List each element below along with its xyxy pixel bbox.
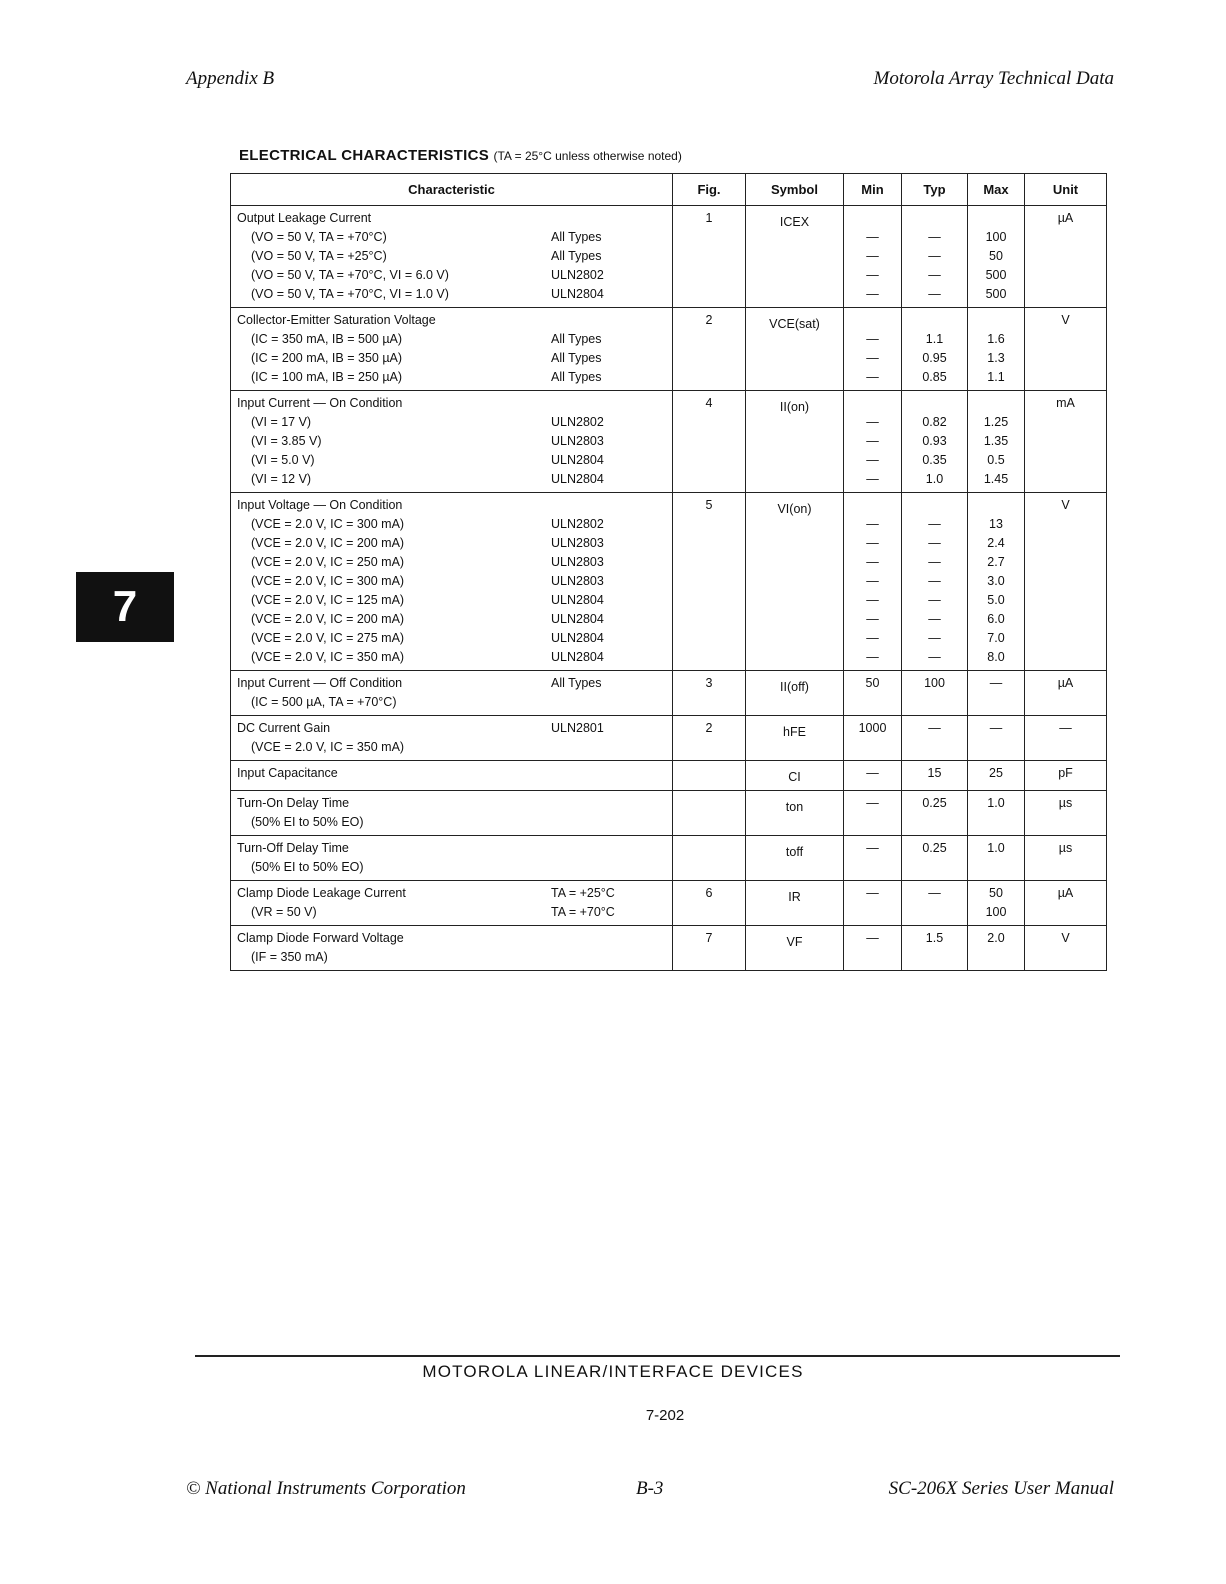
unit-cell: µs: [1025, 836, 1107, 881]
device-type: ULN2802: [551, 517, 604, 531]
characteristic-cell: [231, 671, 673, 716]
section-title-condition: (TA = 25°C unless otherwise noted): [493, 149, 682, 163]
min-cell: [844, 308, 902, 391]
footer-left: © National Instruments Corporation: [186, 1478, 466, 1499]
typ-value: 0.25: [922, 796, 947, 810]
typ-value: 0.35: [922, 453, 947, 467]
min-value: —: [866, 612, 879, 626]
characteristic-cell: [231, 391, 673, 493]
max-value: 2.0: [987, 931, 1005, 945]
min-value: —: [866, 230, 879, 244]
fig-cell: 6: [673, 881, 746, 926]
min-value: —: [866, 517, 879, 531]
max-cell: [968, 791, 1025, 836]
fig-cell: 3: [673, 671, 746, 716]
symbol-cell: II(on): [746, 391, 844, 493]
device-type: All Types: [551, 230, 602, 244]
condition-line: [237, 572, 666, 591]
condition-line: [237, 553, 666, 572]
unit-cell: —: [1025, 716, 1107, 761]
max-value: 1.1: [987, 370, 1005, 384]
max-value: 7.0: [987, 631, 1005, 645]
characteristic-title-line: [237, 719, 666, 738]
min-value: 50: [865, 676, 880, 690]
fig-cell: 1: [673, 206, 746, 308]
unit-cell: µs: [1025, 791, 1107, 836]
unit-cell: pF: [1025, 761, 1107, 791]
condition-line: [237, 470, 666, 489]
condition-text: (VI = 17 V): [251, 415, 312, 429]
max-value: 6.0: [987, 612, 1005, 626]
condition-line: [237, 413, 666, 432]
condition-line: [237, 432, 666, 451]
table-row: [231, 391, 1107, 493]
unit-cell: V: [1025, 493, 1107, 671]
fig-cell: 4: [673, 391, 746, 493]
typ-value: —: [928, 268, 941, 282]
max-cell: [968, 761, 1025, 791]
typ-cell: [902, 308, 968, 391]
characteristic-title-line: [237, 884, 666, 903]
table-row: [231, 791, 1107, 836]
min-value: —: [866, 931, 879, 945]
condition-text: (VI = 5.0 V): [251, 453, 315, 467]
characteristic-title: DC Current Gain: [237, 721, 331, 735]
condition-text: (VCE = 2.0 V, IC = 350 mA): [251, 650, 405, 664]
typ-value: —: [928, 631, 941, 645]
symbol-cell: VI(on): [746, 493, 844, 671]
col-header-fig: Fig.: [673, 174, 746, 206]
max-value: 2.7: [987, 555, 1005, 569]
typ-value: 0.25: [922, 841, 947, 855]
table-row: [231, 493, 1107, 671]
max-value: 1.3: [987, 351, 1005, 365]
max-value: 1.35: [983, 434, 1009, 448]
min-value: —: [866, 287, 879, 301]
unit-cell: µA: [1025, 671, 1107, 716]
condition-text: (IF = 350 mA): [251, 950, 328, 964]
characteristic-type: All Types: [551, 676, 602, 690]
max-value: 13: [989, 517, 1003, 531]
bottom-rule: [195, 1355, 1120, 1357]
condition-line: [237, 247, 666, 266]
max-value: 1.0: [987, 796, 1005, 810]
condition-line: [237, 693, 666, 712]
condition-line: [237, 813, 666, 832]
condition-line: [237, 629, 666, 648]
table-row: [231, 881, 1107, 926]
condition-text: (IC = 100 mA, IB = 250 µA): [251, 370, 403, 384]
min-cell: [844, 493, 902, 671]
min-value: 1000: [858, 721, 887, 735]
max-value: 50: [989, 249, 1003, 263]
condition-line: [237, 610, 666, 629]
unit-cell: V: [1025, 308, 1107, 391]
device-type: ULN2804: [551, 287, 604, 301]
table-row: [231, 308, 1107, 391]
min-value: —: [866, 766, 879, 780]
max-value: 1.25: [983, 415, 1009, 429]
max-value: 25: [989, 766, 1003, 780]
condition-line: [237, 903, 666, 922]
characteristic-cell: [231, 206, 673, 308]
col-header-symbol: Symbol: [746, 174, 844, 206]
condition-line: [237, 534, 666, 553]
typ-value: 15: [927, 766, 942, 780]
typ-value: 1.0: [925, 472, 944, 486]
symbol-cell: VF: [746, 926, 844, 971]
max-value: —: [989, 721, 1003, 735]
typ-value: —: [928, 886, 941, 900]
characteristic-title: Output Leakage Current: [237, 211, 372, 225]
characteristic-title-line: [237, 209, 666, 228]
min-cell: [844, 206, 902, 308]
characteristic-title: Clamp Diode Forward Voltage: [237, 931, 404, 945]
characteristic-title-line: [237, 496, 666, 515]
min-value: —: [866, 886, 879, 900]
condition-text: (VCE = 2.0 V, IC = 250 mA): [251, 555, 405, 569]
unit-cell: µA: [1025, 881, 1107, 926]
condition-line: [237, 368, 666, 387]
table-row: [231, 926, 1107, 971]
min-cell: [844, 391, 902, 493]
characteristic-title-line: [237, 794, 666, 813]
typ-value: 0.82: [922, 415, 947, 429]
fig-cell: [673, 761, 746, 791]
fig-cell: 7: [673, 926, 746, 971]
typ-cell: [902, 836, 968, 881]
typ-value: —: [928, 517, 941, 531]
fig-cell: 2: [673, 308, 746, 391]
max-value: 8.0: [987, 650, 1005, 664]
max-value: 500: [985, 268, 1007, 282]
condition-line: [237, 330, 666, 349]
condition-text: (VCE = 2.0 V, IC = 200 mA): [251, 612, 405, 626]
symbol-cell: ton: [746, 791, 844, 836]
col-header-min: Min: [844, 174, 902, 206]
min-value: —: [866, 536, 879, 550]
typ-cell: [902, 671, 968, 716]
condition-line: [237, 591, 666, 610]
max-value: 2.4: [987, 536, 1005, 550]
max-cell: [968, 716, 1025, 761]
typ-cell: [902, 881, 968, 926]
table-row: [231, 206, 1107, 308]
typ-value: —: [928, 536, 941, 550]
footer-center: B-3: [636, 1478, 664, 1499]
condition-line: [237, 738, 666, 757]
min-value: —: [866, 472, 879, 486]
min-value: —: [866, 841, 879, 855]
typ-value: —: [928, 650, 941, 664]
device-type: ULN2804: [551, 453, 604, 467]
condition-line: [237, 285, 666, 304]
device-type: ULN2803: [551, 536, 604, 550]
max-value: 1.0: [987, 841, 1005, 855]
fig-cell: [673, 836, 746, 881]
characteristic-cell: [231, 791, 673, 836]
characteristic-title-line: [237, 764, 666, 783]
min-value: —: [866, 650, 879, 664]
max-cell: [968, 206, 1025, 308]
condition-text: (VCE = 2.0 V, IC = 350 mA): [251, 740, 405, 754]
running-header-right: Motorola Array Technical Data: [873, 68, 1114, 89]
max-cell: [968, 493, 1025, 671]
condition-line: [237, 515, 666, 534]
min-value: —: [866, 434, 879, 448]
typ-cell: [902, 206, 968, 308]
condition-text: (VO = 50 V, TA = +25°C): [251, 249, 387, 263]
characteristic-title: Turn-On Delay Time: [237, 796, 350, 810]
max-value: 1.45: [983, 472, 1009, 486]
table-row: [231, 761, 1107, 791]
min-cell: [844, 881, 902, 926]
table-row: [231, 671, 1107, 716]
device-type: ULN2804: [551, 593, 604, 607]
condition-text: (VO = 50 V, TA = +70°C, VI = 6.0 V): [251, 268, 449, 282]
col-header-characteristic: Characteristic: [231, 174, 673, 206]
min-cell: [844, 836, 902, 881]
unit-cell: V: [1025, 926, 1107, 971]
min-value: —: [866, 370, 879, 384]
electrical-characteristics-table: [230, 173, 1107, 971]
condition-text: (VI = 12 V): [251, 472, 312, 486]
min-value: —: [866, 268, 879, 282]
typ-value: —: [928, 612, 941, 626]
max-value: 5.0: [987, 593, 1005, 607]
max-cell: [968, 881, 1025, 926]
symbol-cell: toff: [746, 836, 844, 881]
characteristic-title-line: [237, 839, 666, 858]
max-value: 100: [985, 905, 1007, 919]
characteristic-type: TA = +25°C: [551, 886, 615, 900]
min-value: —: [866, 593, 879, 607]
min-value: —: [866, 453, 879, 467]
col-header-max: Max: [968, 174, 1025, 206]
condition-line: [237, 948, 666, 967]
min-value: —: [866, 332, 879, 346]
characteristic-title-line: [237, 394, 666, 413]
min-value: —: [866, 631, 879, 645]
characteristic-title: Collector-Emitter Saturation Voltage: [237, 313, 436, 327]
condition-line: [237, 349, 666, 368]
typ-value: —: [928, 287, 941, 301]
condition-text: (50% EI to 50% EO): [251, 815, 364, 829]
characteristic-cell: [231, 836, 673, 881]
condition-text: (IC = 200 mA, IB = 350 µA): [251, 351, 403, 365]
max-cell: [968, 926, 1025, 971]
typ-cell: [902, 391, 968, 493]
condition-text: (VR = 50 V): [251, 905, 317, 919]
typ-cell: [902, 493, 968, 671]
condition-text: (IC = 350 mA, IB = 500 µA): [251, 332, 403, 346]
characteristic-cell: [231, 493, 673, 671]
typ-cell: [902, 761, 968, 791]
device-type: ULN2803: [551, 434, 604, 448]
max-value: 0.5: [987, 453, 1005, 467]
characteristic-cell: [231, 308, 673, 391]
condition-text: (VCE = 2.0 V, IC = 125 mA): [251, 593, 405, 607]
device-type: ULN2804: [551, 650, 604, 664]
symbol-cell: hFE: [746, 716, 844, 761]
condition-line: [237, 266, 666, 285]
characteristic-cell: [231, 716, 673, 761]
condition-text: (VCE = 2.0 V, IC = 300 mA): [251, 574, 405, 588]
typ-cell: [902, 791, 968, 836]
min-value: —: [866, 796, 879, 810]
device-type: ULN2804: [551, 631, 604, 645]
section-title-text: ELECTRICAL CHARACTERISTICS: [239, 147, 490, 164]
symbol-cell: CI: [746, 761, 844, 791]
unit-cell: µA: [1025, 206, 1107, 308]
condition-line: [237, 648, 666, 667]
characteristic-title: Input Voltage — On Condition: [237, 498, 403, 512]
typ-value: —: [928, 230, 941, 244]
symbol-cell: VCE(sat): [746, 308, 844, 391]
fig-cell: 2: [673, 716, 746, 761]
condition-line: [237, 228, 666, 247]
typ-value: 1.1: [925, 332, 944, 346]
typ-value: 0.95: [922, 351, 947, 365]
characteristic-title: Input Current — Off Condition: [237, 676, 403, 690]
table-header-row: [231, 174, 1107, 206]
device-type: ULN2802: [551, 268, 604, 282]
characteristic-type: ULN2801: [551, 721, 604, 735]
max-value: 50: [989, 886, 1003, 900]
device-type: TA = +70°C: [551, 905, 615, 919]
max-value: 100: [985, 230, 1007, 244]
max-cell: [968, 671, 1025, 716]
max-value: 3.0: [987, 574, 1005, 588]
characteristic-cell: [231, 881, 673, 926]
device-type: ULN2804: [551, 472, 604, 486]
max-cell: [968, 308, 1025, 391]
table-row: [231, 716, 1107, 761]
min-value: —: [866, 555, 879, 569]
publisher-line: MOTOROLA LINEAR/INTERFACE DEVICES: [422, 1362, 804, 1381]
typ-value: —: [928, 721, 941, 735]
unit-cell: mA: [1025, 391, 1107, 493]
symbol-cell: II(off): [746, 671, 844, 716]
typ-value: —: [928, 574, 941, 588]
device-type: All Types: [551, 351, 602, 365]
device-type: ULN2804: [551, 612, 604, 626]
condition-text: (VCE = 2.0 V, IC = 275 mA): [251, 631, 405, 645]
fig-cell: [673, 791, 746, 836]
characteristic-title: Input Current — On Condition: [237, 396, 403, 410]
max-cell: [968, 391, 1025, 493]
min-cell: [844, 671, 902, 716]
table-row: [231, 836, 1107, 881]
min-cell: [844, 716, 902, 761]
condition-text: (VO = 50 V, TA = +70°C): [251, 230, 387, 244]
min-value: —: [866, 574, 879, 588]
typ-value: 1.5: [925, 931, 944, 945]
characteristic-title: Turn-Off Delay Time: [237, 841, 349, 855]
source-page-number: 7-202: [645, 1407, 685, 1424]
col-header-unit: Unit: [1025, 174, 1107, 206]
condition-text: (50% EI to 50% EO): [251, 860, 364, 874]
max-value: 500: [985, 287, 1007, 301]
characteristic-title-line: [237, 311, 666, 330]
characteristic-title: Input Capacitance: [237, 766, 338, 780]
characteristic-title-line: [237, 674, 666, 693]
typ-cell: [902, 716, 968, 761]
min-cell: [844, 791, 902, 836]
min-value: —: [866, 249, 879, 263]
running-header-left: Appendix B: [186, 68, 275, 89]
min-value: —: [866, 351, 879, 365]
symbol-cell: IR: [746, 881, 844, 926]
min-value: —: [866, 415, 879, 429]
typ-value: —: [928, 249, 941, 263]
device-type: All Types: [551, 370, 602, 384]
condition-line: [237, 451, 666, 470]
condition-text: (VCE = 2.0 V, IC = 200 mA): [251, 536, 405, 550]
max-value: 1.6: [987, 332, 1005, 346]
typ-value: 0.85: [922, 370, 947, 384]
typ-value: 100: [924, 676, 945, 690]
device-type: ULN2803: [551, 555, 604, 569]
condition-text: (VO = 50 V, TA = +70°C, VI = 1.0 V): [251, 287, 449, 301]
max-cell: [968, 836, 1025, 881]
typ-value: —: [928, 593, 941, 607]
characteristic-cell: [231, 926, 673, 971]
symbol-cell: ICEX: [746, 206, 844, 308]
footer-right: SC-206X Series User Manual: [888, 1478, 1114, 1499]
condition-text: (VI = 3.85 V): [251, 434, 322, 448]
condition-line: [237, 858, 666, 877]
characteristic-cell: [231, 761, 673, 791]
characteristic-title: Clamp Diode Leakage Current: [237, 886, 406, 900]
device-type: ULN2803: [551, 574, 604, 588]
condition-text: (IC = 500 µA, TA = +70°C): [251, 695, 397, 709]
fig-cell: 5: [673, 493, 746, 671]
table-body: [231, 206, 1107, 971]
min-cell: [844, 761, 902, 791]
section-title: [239, 147, 682, 164]
condition-text: (VCE = 2.0 V, IC = 300 mA): [251, 517, 405, 531]
col-header-typ: Typ: [902, 174, 968, 206]
device-type: ULN2802: [551, 415, 604, 429]
min-cell: [844, 926, 902, 971]
max-value: —: [989, 676, 1003, 690]
typ-value: 0.93: [922, 434, 947, 448]
typ-value: —: [928, 555, 941, 569]
device-type: All Types: [551, 249, 602, 263]
characteristic-title-line: [237, 929, 666, 948]
device-type: All Types: [551, 332, 602, 346]
typ-cell: [902, 926, 968, 971]
chapter-tab-marker: 7: [76, 572, 174, 642]
